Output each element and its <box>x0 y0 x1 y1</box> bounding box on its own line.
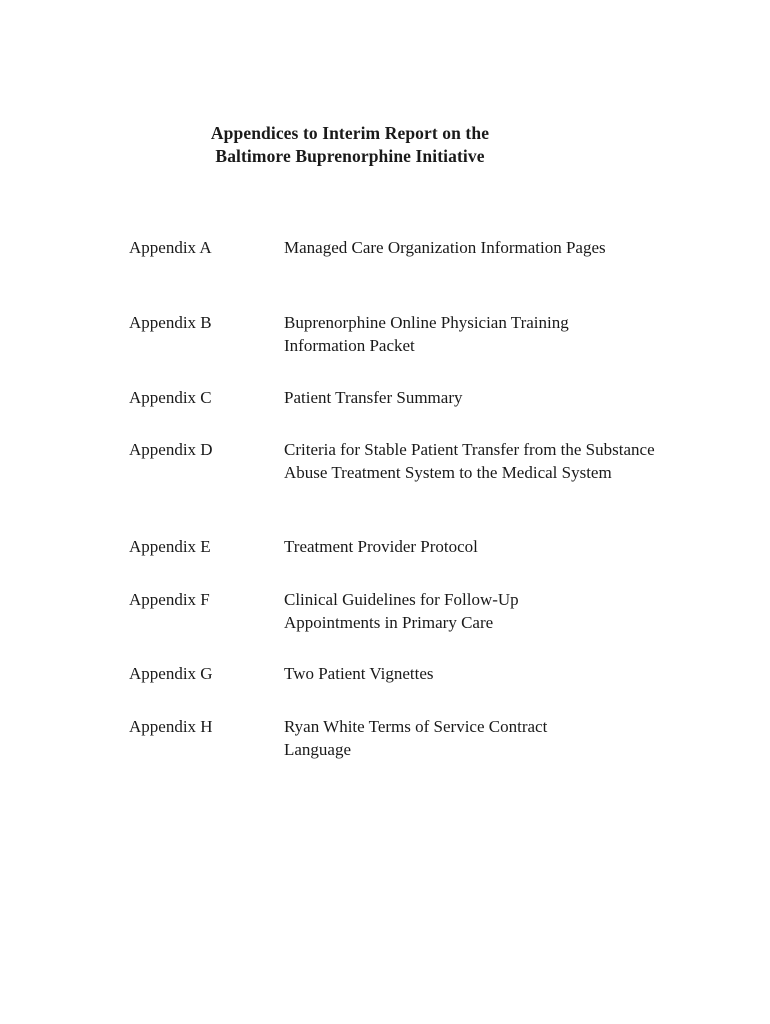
appendix-description: Two Patient Vignettes <box>284 664 434 683</box>
appendix-label: Appendix C <box>129 388 212 407</box>
appendix-description: Clinical Guidelines for Follow-Up Appointments in Primary Care <box>284 590 519 632</box>
appendix-label: Appendix D <box>129 440 213 459</box>
appendix-description: Patient Transfer Summary <box>284 388 463 407</box>
appendix-label: Appendix H <box>129 717 213 736</box>
appendix-label: Appendix G <box>129 664 213 683</box>
appendix-description: Treatment Provider Protocol <box>284 537 478 556</box>
document-title-line-1: Appendices to Interim Report on the <box>210 123 490 143</box>
appendix-description: Managed Care Organization Information Pages <box>284 238 606 257</box>
appendix-label: Appendix A <box>129 238 212 257</box>
appendix-description: Ryan White Terms of Service Contract Language <box>284 717 548 759</box>
appendix-label: Appendix B <box>129 313 212 332</box>
appendix-label: Appendix F <box>129 590 210 609</box>
document-title-line-2: Baltimore Buprenorphine Initiative <box>215 146 485 166</box>
appendix-label: Appendix E <box>129 537 211 556</box>
appendix-description: Criteria for Stable Patient Transfer from the Substance Abuse Treatment System to the Medical System <box>284 440 655 482</box>
appendix-description: Buprenorphine Online Physician Training Information Packet <box>284 313 569 355</box>
